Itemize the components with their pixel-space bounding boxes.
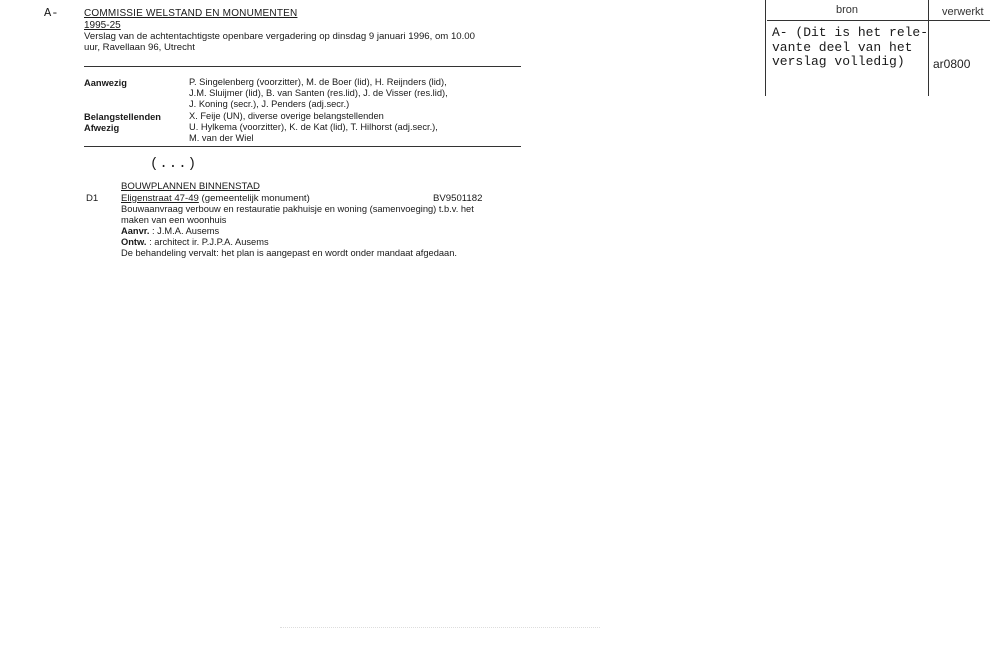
stakeholders-line: X. Feije (UN), diverse overige belangstellenden: [189, 111, 384, 121]
divider-top: [84, 66, 521, 67]
item-code: D1: [86, 193, 99, 204]
stakeholders-label: Belangstellenden: [84, 112, 161, 122]
address-text: Eligenstraat 47-49: [121, 193, 199, 204]
document-number: 1995-25: [84, 20, 121, 31]
present-line: J. Koning (secr.), J. Penders (adj.secr.): [189, 99, 350, 110]
present-line: P. Singelenberg (voorzitter), M. de Boer (lid), H. Reijnders (lid),: [189, 77, 447, 87]
absent-label: Afwezig: [84, 123, 120, 133]
designer-label: Ontw.: [121, 237, 147, 247]
applicant-value: : J.M.A. Ausems: [152, 226, 220, 236]
absent-list: [189, 122, 438, 144]
present-label: Aanwezig: [84, 78, 127, 88]
margin-mark: A-: [44, 6, 59, 20]
document-description: [84, 31, 514, 54]
present-line: J.M. Sluijmer (lid), B. van Santen (res.lid), J. de Visser (res.lid),: [189, 88, 448, 99]
archive-code: ar0800: [933, 57, 971, 71]
scan-artifact: [280, 627, 600, 628]
request-line: Bouwaanvraag verbouw en restauratie pakhuisje en woning (samenvoeging) t.b.v. het: [121, 204, 474, 214]
processed-column-header: verwerkt: [942, 6, 984, 18]
request-line: maken van een woonhuis: [121, 215, 227, 225]
item-address: [121, 193, 310, 204]
item-reference: BV9501182: [433, 193, 483, 204]
absent-line: M. van der Wiel: [189, 133, 254, 144]
description-line: uur, Ravellaan 96, Utrecht: [84, 42, 195, 54]
source-header-rule: [767, 20, 990, 21]
designer-value: : architect ir. P.J.P.A. Ausems: [149, 237, 269, 247]
divider-bottom: [84, 146, 521, 147]
applicant-label: Aanvr.: [121, 226, 150, 236]
present-list: [189, 77, 448, 111]
address-note: (gemeentelijk monument): [201, 193, 310, 204]
source-column-header: bron: [836, 4, 859, 16]
absent-line: U. Hylkema (voorzitter), K. de Kat (lid), T. Hilhorst (adj.secr.),: [189, 122, 438, 132]
applicant-row: [121, 226, 219, 236]
designer-row: [121, 237, 269, 247]
omission-marker: (...): [150, 156, 198, 172]
document-title: COMMISSIE WELSTAND EN MONUMENTEN: [84, 8, 298, 19]
description-line: Verslag van de achtentachtigste openbare vergadering op dinsdag 9 januari 1996, om 10.00: [84, 31, 475, 42]
conclusion-line: De behandeling vervalt: het plan is aangepast en wordt onder mandaat afgedaan.: [121, 248, 457, 258]
section-heading: BOUWPLANNEN BINNENSTAD: [121, 181, 260, 192]
source-column-divider: [928, 0, 929, 96]
source-note: A- (Dit is het rele- vante deel van het verslag volledig): [772, 25, 929, 69]
